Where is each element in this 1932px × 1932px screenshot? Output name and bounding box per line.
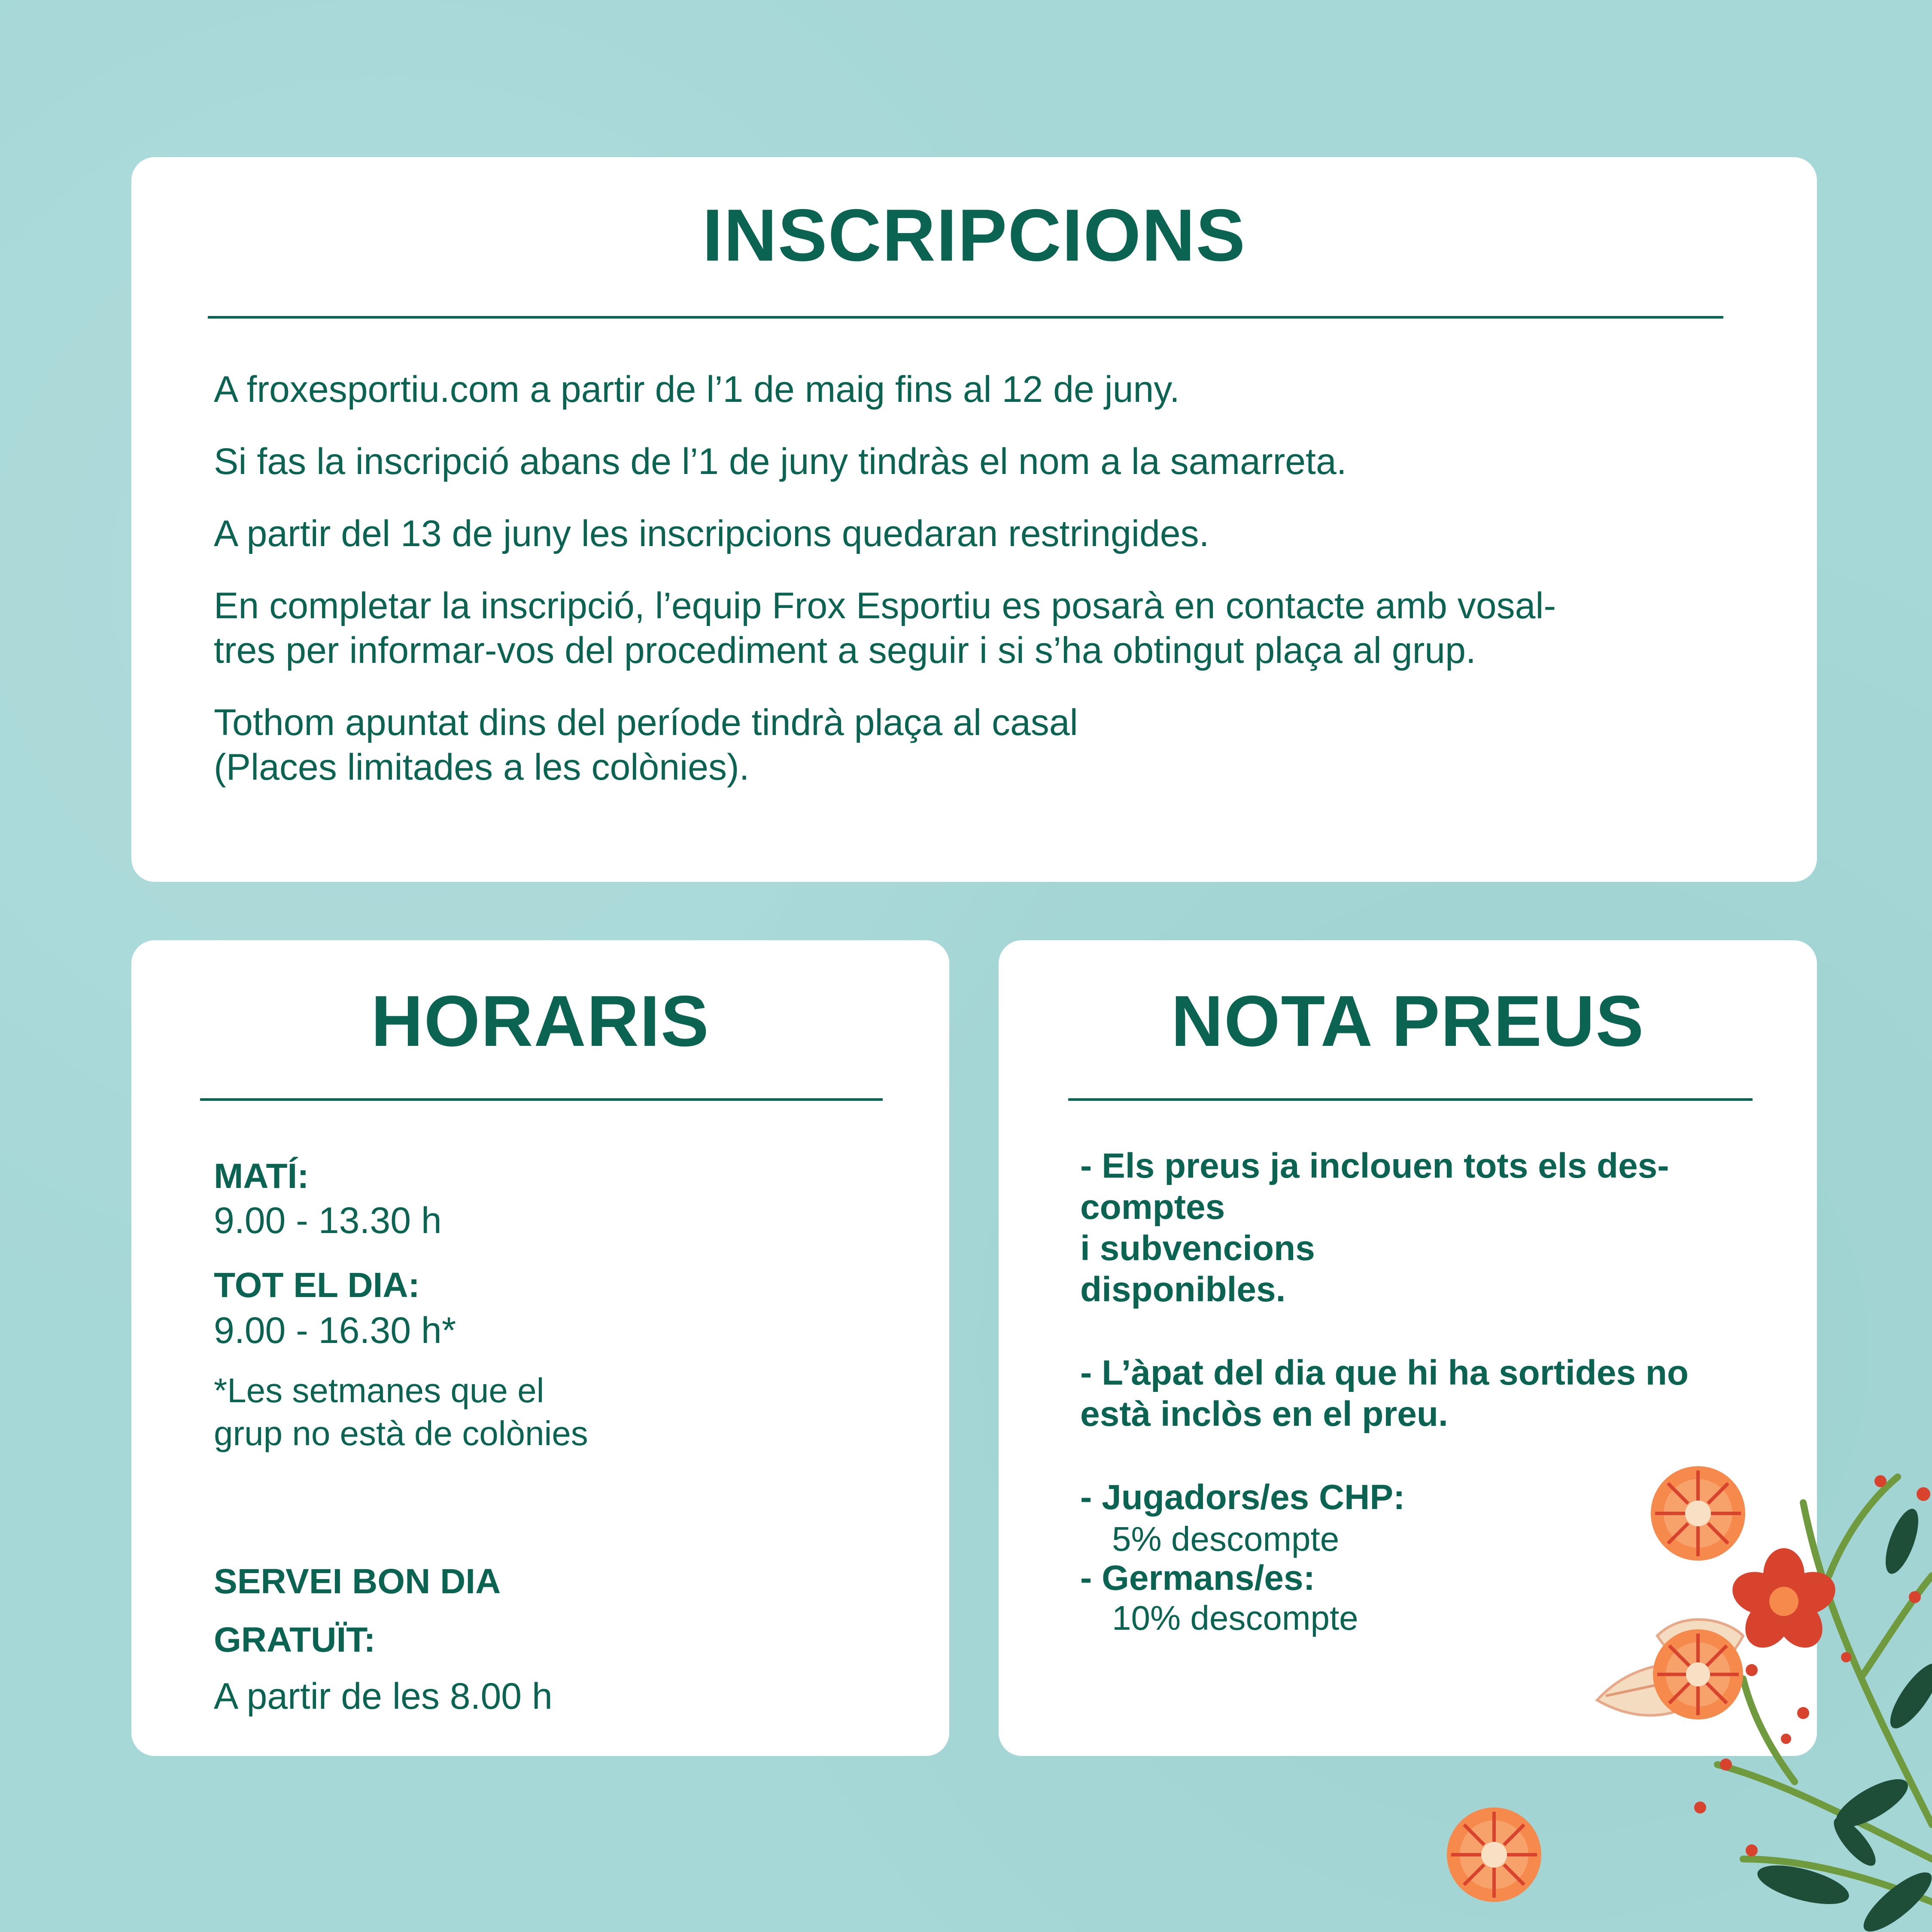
preus-note-1-line-2: comptes — [1080, 1188, 1225, 1227]
preus-note-2-line-2: està inclòs en el preu. — [1080, 1394, 1448, 1434]
tot-el-dia-label: TOT EL DIA: — [214, 1266, 420, 1305]
servei-bon-dia-value: A partir de les 8.00 h — [214, 1676, 553, 1717]
preus-note-1-line-1: - Els preus ja inclouen tots els des- — [1080, 1146, 1669, 1185]
inscripcions-paragraph-1: A froxesportiu.com a partir de l’1 de maig fins al 12 de juny. — [214, 369, 1180, 410]
inscripcions-card — [131, 157, 1817, 882]
preus-note-4-label: - Germans/es: — [1080, 1558, 1315, 1598]
preus-note-4-value: 10% descompte — [1112, 1599, 1358, 1637]
inscripcions-title: INSCRIPCIONS — [702, 194, 1246, 276]
inscripcions-paragraph-5-line-1: Tothom apuntat dins del període tindrà plaça al casal — [214, 702, 1078, 743]
servei-bon-dia-label-line-2: GRATUÏT: — [214, 1620, 376, 1659]
horaris-card — [131, 940, 949, 1756]
preus-note-1-line-4: disponibles. — [1080, 1270, 1286, 1309]
horaris-note-line-2: grup no està de colònies — [214, 1414, 588, 1452]
inscripcions-paragraph-5-line-2: (Places limitades a les colònies). — [214, 747, 750, 788]
inscripcions-paragraph-2: Si fas la inscripció abans de l’1 de juny tindràs el nom a la samarreta. — [214, 441, 1347, 482]
floral-decoration — [1417, 1395, 1932, 1932]
preus-note-3-label: - Jugadors/es CHP: — [1080, 1478, 1405, 1517]
inscripcions-paragraph-4-line-1: En completar la inscripció, l’equip Frox Esportiu es posarà en contacte amb vosal- — [214, 585, 1556, 626]
inscripcions-paragraph-3: A partir del 13 de juny les inscripcions quedaran restringides. — [214, 513, 1209, 554]
inscripcions-paragraph-4-line-2: tres per informar-vos del procediment a seguir i si s’ha obtingut plaça al grup. — [214, 630, 1476, 671]
mati-value: 9.00 - 13.30 h — [214, 1200, 442, 1241]
inscripcions-divider — [208, 316, 1723, 319]
mati-label: MATÍ: — [214, 1157, 309, 1196]
tot-el-dia-value: 9.00 - 16.30 h* — [214, 1310, 456, 1351]
horaris-divider — [200, 1098, 883, 1101]
servei-bon-dia-label-line-1: SERVEI BON DIA — [214, 1562, 501, 1601]
nota-preus-divider — [1068, 1098, 1753, 1101]
preus-note-3-value: 5% descompte — [1112, 1520, 1340, 1558]
horaris-note-line-1: *Les setmanes que el — [214, 1371, 544, 1410]
nota-preus-title: NOTA PREUS — [1171, 981, 1645, 1061]
horaris-title: HORARIS — [371, 981, 710, 1061]
preus-note-2-line-1: - L’àpat del dia que hi ha sortides no — [1080, 1353, 1689, 1392]
preus-note-1-line-3: i subvencions — [1080, 1229, 1315, 1268]
